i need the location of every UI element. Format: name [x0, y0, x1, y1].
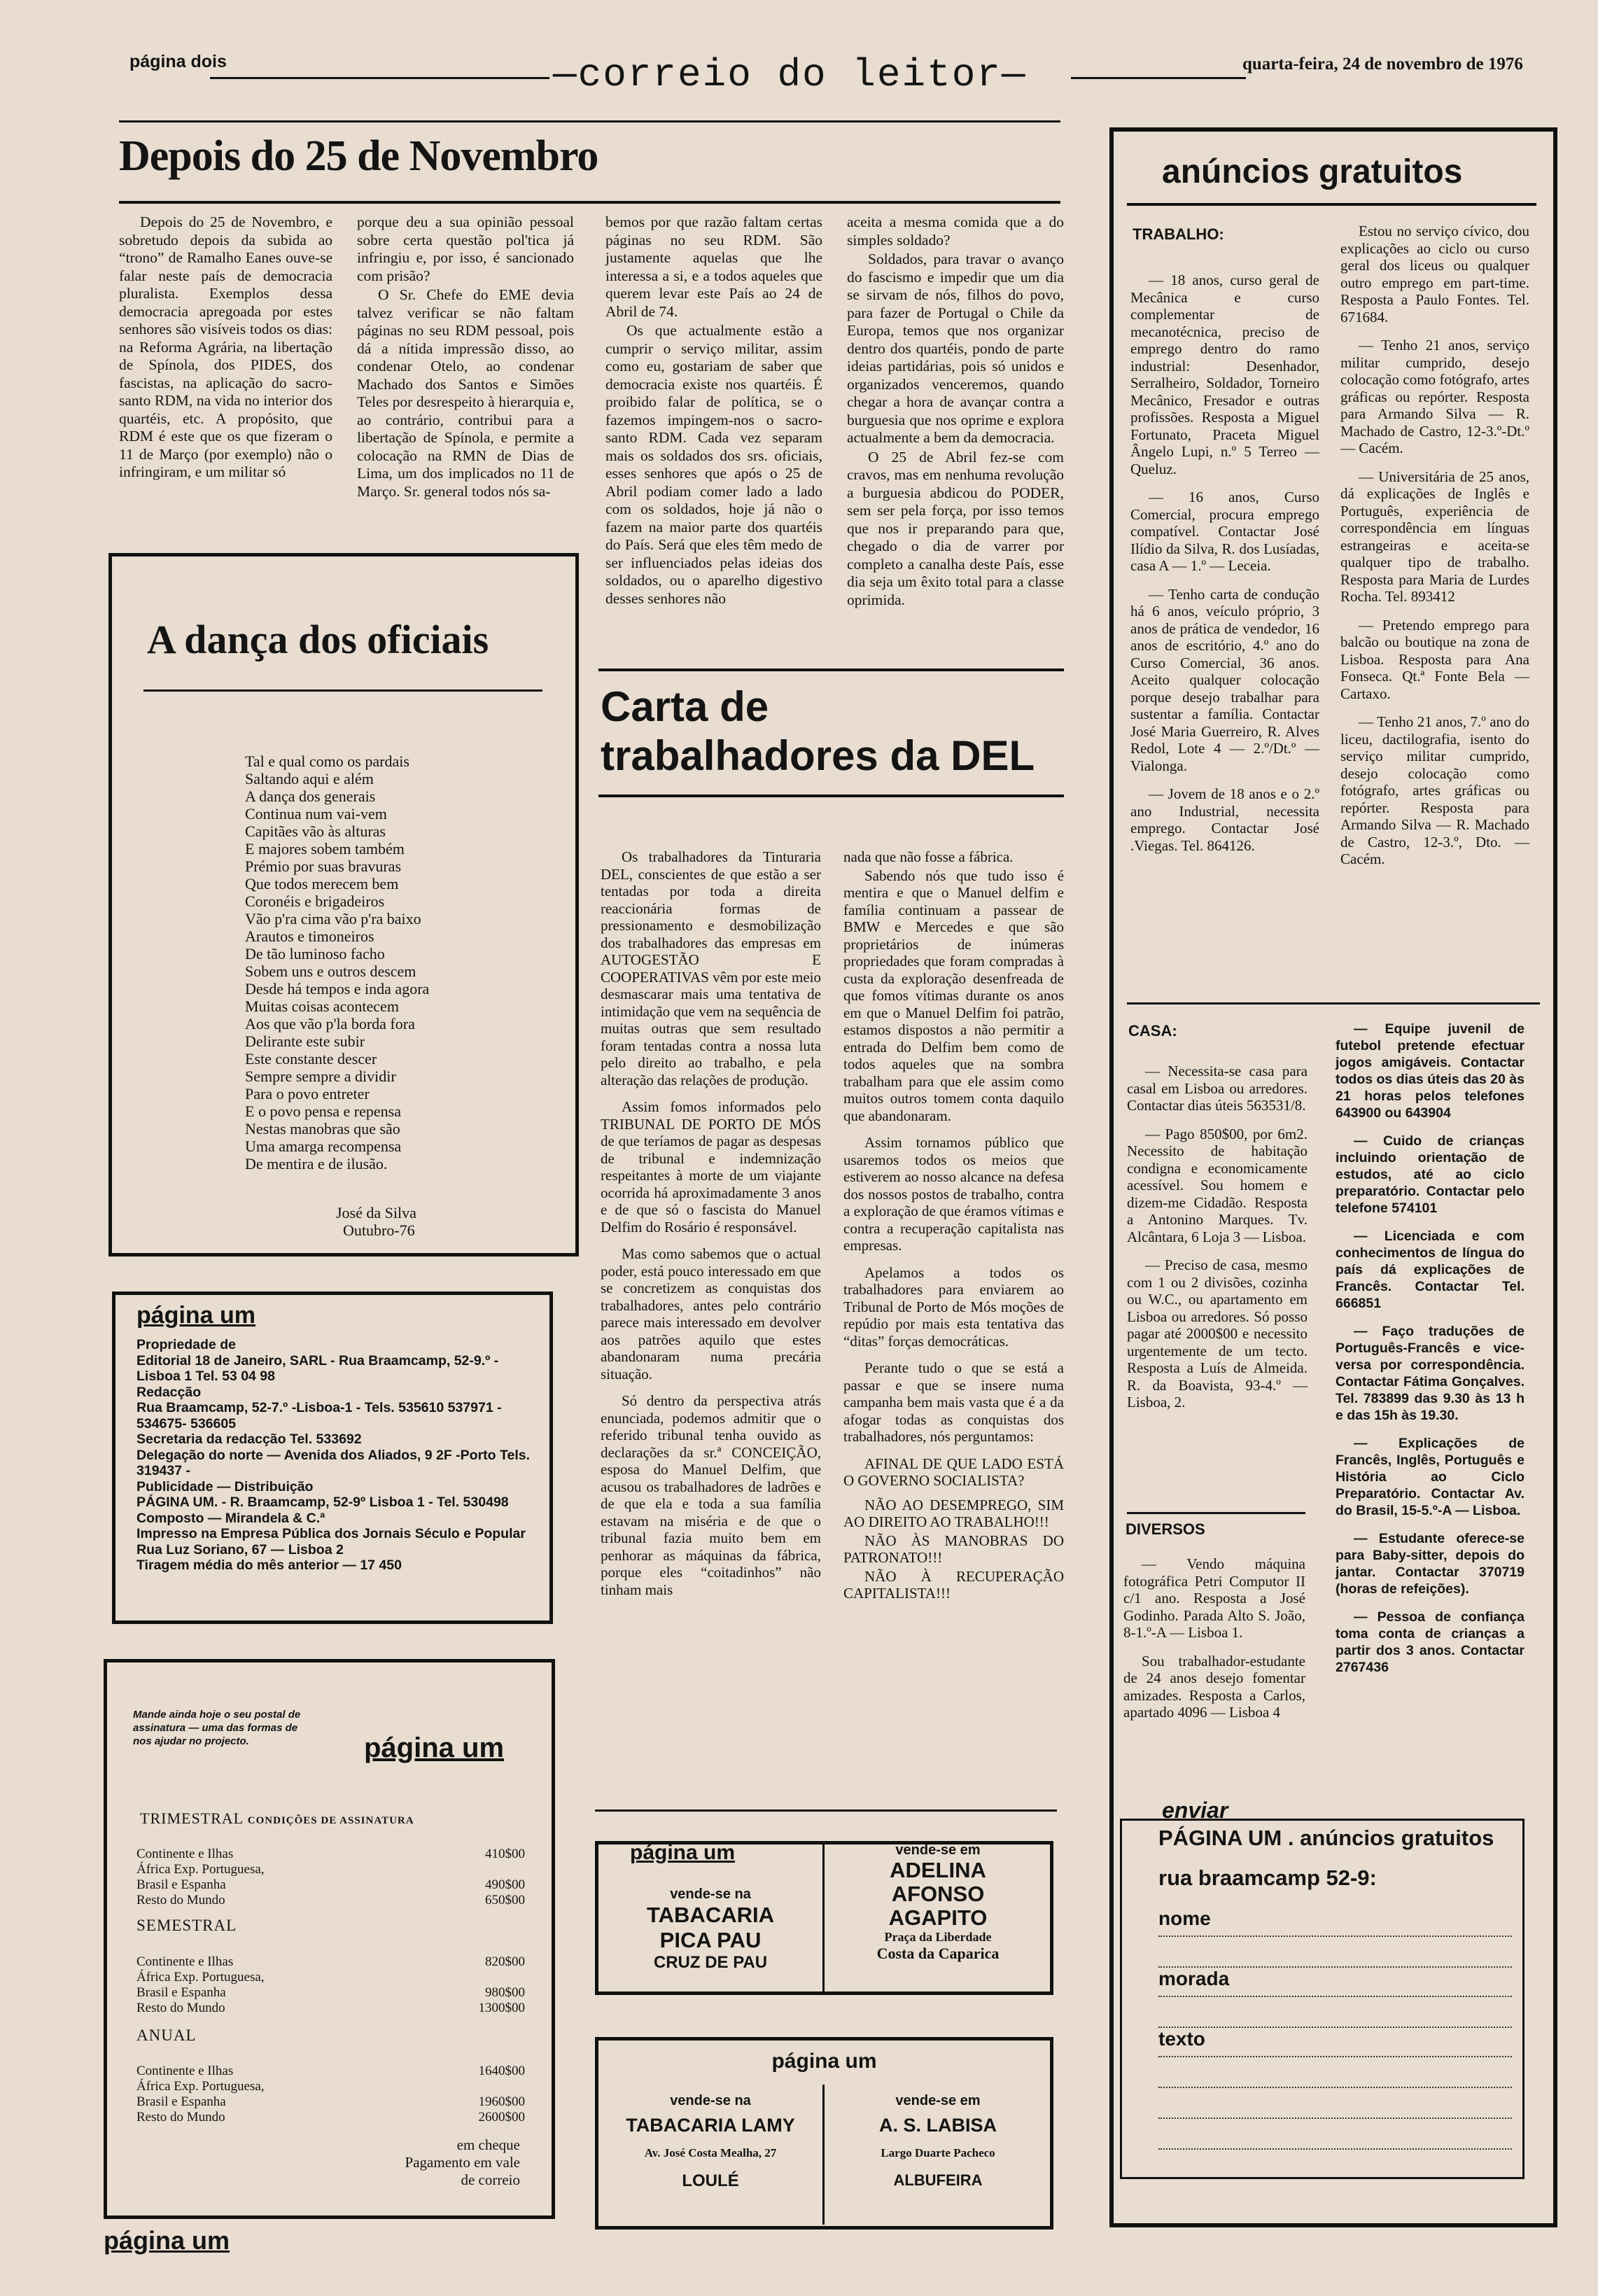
text-field[interactable]: texto: [1158, 2028, 1512, 2057]
sale-2-logo: página um: [771, 2050, 877, 2073]
article-column-1: Depois do 25 de Novembro, e sobretudo depois da subida ao “trono” de Ramalho Eanes ouve-se falar neste país de democracia pluralista. Exemplos dessa democracia apregoada por estes senhores são visíveis todos os dias: na Reforma Agrária, na libertação de Spínola, dos PIDES, dos fascistas, na aplicação do sacro-santo RDM, na vida no interior dos quartéis, etc. A propósito, que RDM é este que os que fizeram o 11 de Março (por exemplo) não o infringiram, e um militar só: [119, 214, 332, 480]
ad-form-fields: [1158, 1907, 1512, 2150]
semester-prices: Continente e Ilhas 820$00 África Exp. Portuguesa, Brasil e Espanha 980$00 Resto do Mundo 1300$00: [136, 1954, 525, 2015]
subscription-logo: página um: [364, 1732, 505, 1763]
address-field[interactable]: morada: [1158, 1968, 1512, 1997]
ad-form-title: PÁGINA UM . anúncios gratuitos: [1158, 1826, 1494, 1850]
subscription-conditions: TRIMESTRAL CONDIÇÕES DE ASSINATURA: [140, 1809, 414, 1827]
article-title-rule: [119, 201, 1060, 204]
work-ads-left: — 18 anos, curso geral de Mecânica e curso complementar de mecanotécnica, preciso de emprego dentro do ramo industrial: Desenhador, Serralheiro, Soldador, Torneiro Mecânico, Fresador e outras profissões. Resposta a Miguel Fortunato, Praceta Miguel Ângelo Lupi, n.º 5 Terreo — Queluz. — 16 anos, Curso Comercial, procura emprego compatível. Contactar José Ilídio da Silva, R. dos Lusíadas, casa A — 1.º — Leceia. — Tenho carta de condução há 6 anos, veículo próprio, 3 anos de prática de vendedor, 16 anos de escritório, 4.º ano do Curso Comercial, 36 anos. Aceito qualquer colocação porque desejo trabalhar para sustentar a família. Contactar José Maria Guerreiro, R. Alves Redol, Lote 4 — 2.º/Dt.º — Vialonga. — Jovem de 18 anos e o 2.º ano Industrial, necessita emprego. Contactar José .Viegas. Tel. 864126.: [1130, 272, 1319, 854]
name-field[interactable]: nome: [1158, 1907, 1512, 1937]
del-end-rule: [595, 1809, 1057, 1812]
del-column-right: nada que não fosse a fábrica. Sabendo nós que tudo isso é mentira e que o Manuel delfim e família continuam a passear de BMW e Mercedes e que são proprietários de inúmeras propriedades que foram compradas à custa da exploração desenfreada de que fomos vítimas durante os anos em que o Manuel Delfim foi patrão, estamos dispostos a não permitir a entrada do Delfim bem como de todos aqueles que na sombra trabalham para que ele assim como muitos outros tomem conta daquilo que abandonaram. Assim tornamos público que usaremos todos os meios que estiverem ao nosso alcance na defesa dos nossos postos de trabalho, contra a exploração de que éramos vítimas e contra a recuperação capitalista nas empresas. Apelamos a todos os trabalhadores para enviarem ao Tribunal de Porto de Mós moções de repúdio por mais esta tentativa das “ditas” forças democráticas. Perante tudo o que se está a passar e que se insere numa campanha bem mais vasta que é a da afogar todas as conquistas dos trabalhadores, nós perguntamos: AFINAL DE QUE LADO ESTÁ O GOVERNO SOCIALISTA? NÃO AO DESEMPREGO, SIM AO DIREITO AO TRABALHO!!! NÃO ÀS MANOBRAS DO PATRONATO!!! NÃO À RECUPERAÇÃO CAPITALISTA!!!: [843, 848, 1064, 1602]
article-column-2: porque deu a sua opinião pessoal sobre certa questão pol'tica já infringiu e, por isso, é sancionado com prisão? O Sr. Chefe do EME devia talvez verificar se não faltam páginas no seu RDM pessoal, pois dá a nítida impressão disso, ao condenar Otelo, ao condenar Machado dos Santos e Simões Teles por desrespeito à hierarquia e, ao contrário, contribui para a libertação de Spínola, e permite a colocação na RMN de Dias de Lima, um dos implicados no 11 de Março. Sr. general todos nós sa-: [357, 214, 574, 500]
poem-body: Tal e qual como os pardais Saltando aqui e além A dança dos generais Continua num vai-vem Capitães vão às alturas E majores sobem também Prémio por suas bravuras Que todos merecem bem Coronéis e brigadeiros Vão p'ra cima vão p'ra baixo Arautos e timoneiros De tão luminoso facho Sobem uns e outros descem Desde há tempos e inda agora Muitas coisas acontecem Aos que vão p'la borda fora Delirante este subir Este constante descer Sempre sempre a dividir Para o povo entreter E o povo pensa e repensa Nestas manobras que são Uma amarga recompensa De mentira e de ilusão.: [245, 752, 430, 1172]
poem-title: A dança dos oficiais: [147, 617, 489, 662]
house-ads-rule: [1127, 1512, 1305, 1514]
work-ads-rule: [1127, 1002, 1540, 1004]
page-date: quarta-feira, 24 de novembro de 1976: [1242, 55, 1523, 74]
semester-label: SEMESTRAL: [136, 1917, 237, 1934]
article-end-rule: [598, 668, 1064, 671]
header-rule-left: [210, 77, 549, 79]
header-rule-top: [119, 120, 1060, 122]
del-column-left: Os trabalhadores da Tinturaria DEL, conscientes de que estão a ser tentadas por toda a direita reaccionária formas de pressionamento e desmobilização dos trabalhadores das empresas em AUTOGESTÃO E COOPERATIVAS vêm por este meio desmascarar mais uma tentativa de intimidação que vem na sequência de muitas outras que sem resultado foram tentadas contra a nossa luta pelo direito ao trabalho, e pela alteração das relações de produção. Assim fomos informados pelo TRIBUNAL DE PORTO DE MÓS de que teríamos de pagar as despesas de tribunal e indemnização respeitantes à morte de um viajante ocorrida há aproximadamente 3 anos e de que só o fascista do Manuel Delfim do Rosário é responsável. Mas como sabemos que o actual poder, está pouco interessado em que se concretizem as conquistas dos trabalhadores, antes pelo contrário parece mais interessado em devolver aos patrões aquilo que estes abandonaram numa precária situação. Só dentro da perspectiva atrás enunciada, podemos admitir que o referido tribunal tenha ouvido as declarações da sr.ª CONCEIÇÃO, esposa do Manuel Delfim, que acusou os trabalhadores de ladrões e de que ela e toda a sua família estavam na miséria e de que o tribunal fazia muito bem em penhorar as máquinas da fábrica, porque eles “coitadinhos” não tinham mais: [601, 848, 821, 1598]
del-title-rule: [598, 794, 1064, 797]
masthead-logo: página um: [136, 1302, 256, 1329]
annual-label: ANUAL: [136, 2026, 197, 2044]
misc-ads-right: — Equipe juvenil de futebol pretende efectuar jogos amigáveis. Contactar todos os dias úteis das 20 às 21 horas pelos telefones 643900 ou 643904 — Cuido de crianças incluindo orientação de estudos, até ao ciclo preparatório. Contactar pelo telefone 574101 — Licenciada e com conhecimentos de língua do país dá explicações de Francês. Contactar Tel. 666851 — Faço traduções de Português-Francês e vice-versa por correspondência. Contactar Fátima Gonçalves. Tel. 783899 das 9.30 às 13 h e das 15h às 19.30. — Explicações de Francês, Inglês, Português e História ao Ciclo Preparatório. Contactar Av. do Brasil, 15-5.º-A — Lisboa. — Estudante oferece-se para Baby-sitter, depois do jantar. Contactar 370719 (horas de refeições). — Pessoa de confiança toma conta de crianças a partir dos 3 anos. Contactar 2767436: [1336, 1021, 1525, 1675]
annual-prices: Continente e Ilhas 1640$00 África Exp. Portuguesa, Brasil e Espanha 1960$00 Resto do Mundo 2600$00: [136, 2064, 525, 2124]
work-label: TRABALHO:: [1133, 225, 1224, 243]
header-rule-right: [1071, 77, 1246, 79]
sale-1-logo: página um: [630, 1841, 736, 1864]
masthead-info: Propriedade de Editorial 18 de Janeiro, SARL - Rua Braamcamp, 52-9.º -Lisboa 1 Tel. 53 04 98 Redacção Rua Braamcamp, 52-7.º -Lisboa-1 - Tels. 535610 537971 - 534675- 536605 Secretaria da redacção Tel. 533692 Delegação do norte — Avenida dos Aliados, 9 2F -Porto Tels. 319437 - Publicidade — Distribuição PÁGINA UM. - R. Braamcamp, 52-9º Lisboa 1 - Tel. 530498 Composto — Mirandela & C.ª Impresso na Empresa Pública dos Jornais Século e Popular Rua Luz Soriano, 67 — Lisboa 2 Tiragem média do mês anterior — 17 450: [136, 1337, 530, 1573]
section-title: —correio do leitor—: [553, 52, 1027, 97]
article-title: Depois do 25 de Novembro: [119, 132, 598, 180]
ad-form-address: rua braamcamp 52-9:: [1158, 1865, 1377, 1890]
del-title-line1: Carta de: [601, 683, 769, 730]
sale-box-2-divider: [822, 2085, 825, 2225]
sale-1-right: vende-se em ADELINA AFONSO AGAPITO Praça da Liberdade Costa da Caparica: [876, 1842, 1000, 1962]
payment-info: em cheque Pagamento em vale de correio: [405, 2136, 520, 2188]
quarterly-prices: Continente e Ilhas 410$00 África Exp. Portuguesa, Brasil e Espanha 490$00 Resto do Mundo 650$00: [136, 1847, 525, 1907]
work-ads-right: Estou no serviço cívico, dou explicações ao ciclo ou curso geral dos liceus ou qualquer outro emprego em part-time. Resposta a Paulo Fontes. Tel. 671684. — Tenho 21 anos, serviço militar cumprido, desejo colocação como fotógrafo, artes gráficas ou repórter. Resposta para Armando Silva — R. Machado de Castro, 12-3.º-Dt.º — Cacém. — Universitária de 25 anos, dá explicações de Inglês e Português, experiência de correspondência em línguas estrangeiras e aceita-se qualquer tipo de trabalho. Resposta para Maria de Lurdes Rocha. Tel. 893412 — Pretendo emprego para balcão ou boutique na zona de Lisboa. Resposta para Ana Fonseca. Qt.ª Fonte Bela — Cartaxo. — Tenho 21 anos, 7.º ano do liceu, dactilografia, isento do serviço militar cumprido, desejo colocação como fotógrafo, artes gráficas ou repórter. Resposta para Armando Silva — R. Machado de Castro, 12-3.º, Dto. — Cacém.: [1340, 223, 1529, 867]
article-column-4: aceita a mesma comida que a do simples soldado? Soldados, para travar o avanço do fascismo e impedir que um dia se sirvam de nós, filhos do povo, para fazer de Portugal o Chile da Europa, temos que nos organizar dentro dos quartéis, pondo de parte ideias partidárias, pois só unidos e organizados venceremos, quando chegar a hora de avançar contra a burguesia que nos oprime e explora actualmente a bem da democracia. O 25 de Abril fez-se com cravos, mas em nenhuma revolução a burguesia abdicou do PODER, sem ser pela força, por isso temos que nos ir preparando para que, chegado o dia de varrer por completo a canalha deste País, esse dia seja um êxito total para a classe oprimida.: [847, 214, 1064, 608]
poem-date: Outubro-76: [343, 1222, 415, 1239]
send-label: enviar: [1162, 1798, 1228, 1823]
sale-1-left: vende-se na TABACARIA PICA PAU CRUZ DE PAU: [647, 1886, 774, 1972]
footer-logo: página um: [104, 2226, 230, 2255]
misc-ads: — Vendo máquina fotográfica Petri Computor II c/1 ano. Resposta a José Godinho. Parada Alto S. João, 8-1.º-A — Lisboa 1. Sou trabalhador-estudante de 24 anos desejo fomentar amizades. Resposta a Carlos, apartado 4096 — Lisboa 4: [1123, 1555, 1305, 1721]
page-label: página dois: [129, 52, 227, 71]
poem-title-rule: [143, 690, 542, 692]
subscription-note: Mande ainda hoje o seu postal de assinatura — uma das formas de nos ajudar no projecto.: [133, 1709, 301, 1747]
free-ads-title-rule: [1127, 203, 1536, 206]
free-ads-title: anúncios gratuitos: [1162, 153, 1463, 190]
sale-box-1-divider: [822, 1844, 825, 1991]
article-column-3: bemos por que razão faltam certas páginas no seu RDM. São justamente aquelas que lhe interessa a si, e a todos aqueles que querem levar este País ao 24 de Abril de 74. Os que actualmente estão a cumprir o serviço militar, assim como eu, gostariam de saber que democracia existe nos quartéis. É proibido falar de política, se o fazemos impingem-nos o sacro-santo RDM. Cada vez separam mais os soldados dos srs. oficiais, esses senhores que após o 25 de Abril podiam comer lado a lado com os soldados, hoje já não o fazem na maior parte dos quartéis do País. Será que eles têm medo de ser influenciados pelas ideias dos soldados, ou o aparelho digestivo desses senhores não: [605, 214, 822, 607]
sale-2-left: vende-se na TABACARIA LAMY Av. José Costa Mealha, 27 LOULÉ: [626, 2093, 795, 2190]
house-ads: — Necessita-se casa para casal em Lisboa ou arredores. Contactar dias úteis 563531/8. — Pago 850$00, por 6m2. Necessito de habitação condigna e economicamente acessível. Sou homem e dizem-me Cidadão. Resposta a Antonino Marques. Tv. Alcântara, 6 Loja 3 — Lisboa. — Preciso de casa, mesmo com 1 ou 2 divisões, cozinha ou W.C., ou apartamento em Lisboa ou arredores. Só posso pagar até 2000$00 e necessito urgentemente de um tecto. Resposta a Luís de Almeida. R. da Boavista, 93-4.º — Lisboa, 2.: [1127, 1063, 1308, 1410]
poem-author: José da Silva: [336, 1204, 416, 1222]
del-title-line2: trabalhadores da DEL: [601, 732, 1035, 779]
misc-label: DIVERSOS: [1126, 1520, 1205, 1538]
house-label: CASA:: [1128, 1022, 1177, 1040]
sale-2-right: vende-se em A. S. LABISA Largo Duarte Pacheco ALBUFEIRA: [878, 2093, 997, 2189]
